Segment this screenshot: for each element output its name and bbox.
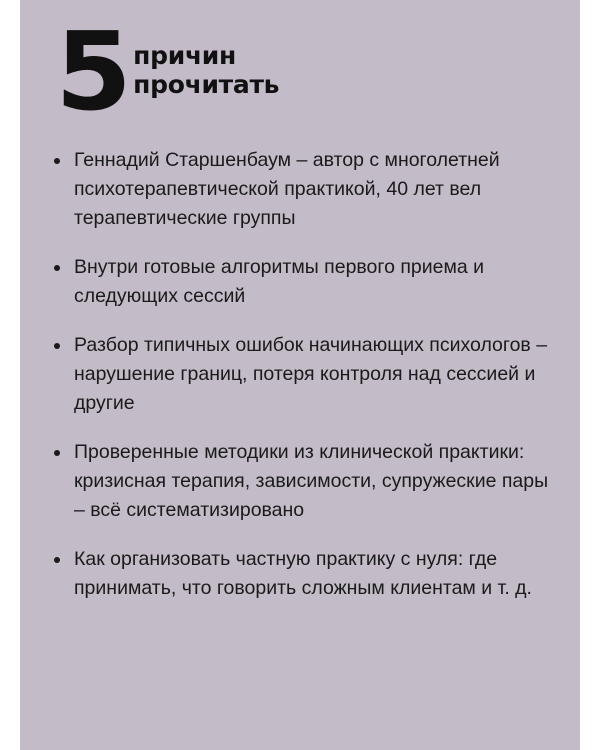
title-line-2: прочитать (133, 70, 280, 99)
list-item (52, 545, 552, 603)
list-item (52, 146, 552, 233)
list-item-text: Внутри готовые алгоритмы первого приема и следующих сессий (74, 256, 485, 307)
big-number: 5 (55, 10, 128, 135)
reasons-list (52, 146, 552, 603)
header (55, 10, 280, 135)
list-item-text: Проверенные методики из клинической практики: кризисная терапия, зависимости, супружеские пары – всё систематизировано (74, 441, 549, 521)
list-item-text: Геннадий Старшенбаум – автор с многолетней психотерапевтической практикой, 40 лет вел терапевтические группы (74, 149, 500, 229)
bullet-icon (54, 450, 60, 456)
content-card (20, 0, 580, 750)
bullet-icon (54, 265, 60, 271)
list-item (52, 331, 552, 418)
bullet-icon (54, 158, 60, 164)
title-line-1: причин (133, 41, 236, 70)
bullet-icon (54, 343, 60, 349)
page-title (133, 41, 279, 99)
bullet-icon (54, 557, 60, 563)
list-item (52, 253, 552, 311)
list-item-text: Разбор типичных ошибок начинающих психологов – нарушение границ, потеря контроля над сессией и другие (74, 334, 548, 414)
list-item-text: Как организовать частную практику с нуля: где принимать, что говорить сложным клиентам и т. д. (74, 548, 532, 599)
list-item (52, 438, 552, 525)
